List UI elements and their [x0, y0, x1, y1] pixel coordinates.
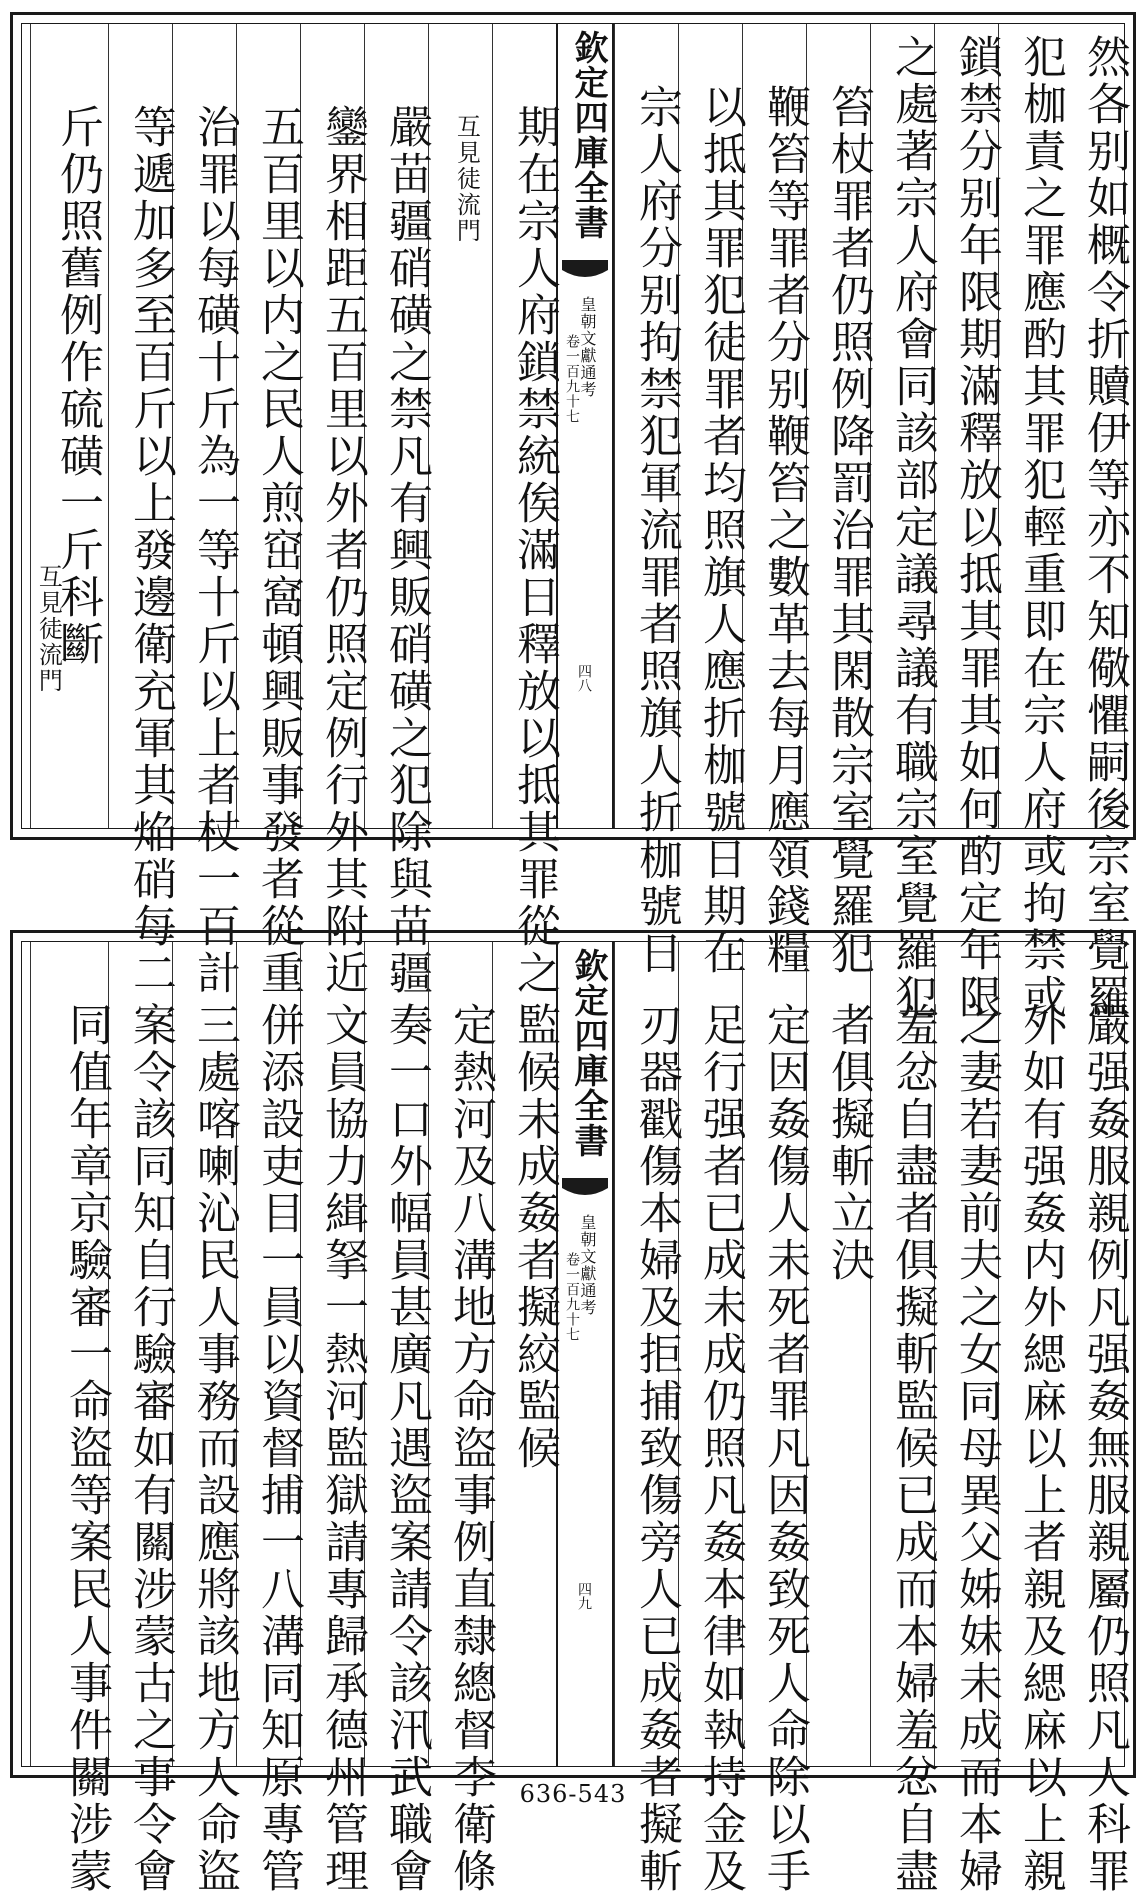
- book-collection-title: 欽定四庫全書: [568, 948, 608, 1158]
- column-text: 定因姦傷人未死者罪凡因姦致死人命除以手: [759, 1002, 810, 1895]
- column-text: 斤仍照舊例作硫磺一斤科斷: [52, 104, 103, 668]
- text-column: [236, 942, 304, 1895]
- text-column: [742, 24, 810, 977]
- page-number: 636-543: [519, 1780, 627, 1808]
- center-gutter: [556, 942, 614, 1766]
- text-column: [614, 942, 682, 1895]
- column-text: 治罪以每磺十斤為一等十斤以上者杖一百計: [189, 104, 240, 997]
- text-column: [934, 24, 1002, 1021]
- column-text: 鑾界相距五百里以外者仍照定例行外其附近: [317, 104, 368, 997]
- column-text: 犯枷責之罪應酌其罪犯輕重即在宗人府或拘禁或: [1015, 34, 1066, 1021]
- book-title: 皇朝文獻通考: [578, 296, 597, 398]
- text-column: [364, 24, 432, 997]
- fishtail-mark-icon: [562, 1178, 608, 1202]
- top-page: [10, 12, 1136, 1021]
- text-column: [806, 942, 874, 1766]
- text-column: [108, 942, 176, 1895]
- column-text: 監候未成姦者擬絞監候: [509, 1002, 560, 1472]
- column-text: 定熱河及八溝地方命盜事例直隸總督李衛條: [445, 1002, 496, 1895]
- text-column: [300, 24, 368, 997]
- column-text: 同值年章京驗審一命盜等案民人事件關涉蒙: [61, 1002, 112, 1895]
- text-column: [492, 24, 560, 997]
- folio-number: 四八: [576, 664, 592, 692]
- top-page-frame: [21, 23, 1130, 1021]
- column-text: 外如有强姦内外緦麻以上者親及緦麻以上親: [1015, 1002, 1066, 1895]
- column-text: 嚴苗疆硝磺之禁凡有興販硝磺之犯除與苗疆: [381, 104, 432, 997]
- center-gutter: [556, 24, 614, 828]
- column-text: 等遞加多至百斤以上發邊衛充軍其焔硝每二: [125, 104, 176, 997]
- fishtail-mark-icon: [562, 260, 608, 284]
- text-column: [428, 24, 492, 828]
- column-text: 三處喀喇沁民人事務而設應將該地方人命盜: [189, 1002, 240, 1895]
- column-text: 笞杖罪者仍照例降罰治罪其閑散宗室覺羅犯: [823, 84, 874, 977]
- folio-number: 四九: [576, 1582, 592, 1610]
- text-column: [300, 942, 368, 1895]
- column-text: 以抵其罪犯徒罪者均照旗人應折枷號日期在: [695, 84, 746, 977]
- column-text: 奏一口外幅員甚廣凡遇盜案請令該汛武職會: [381, 1002, 432, 1895]
- column-text: 案令該同知自行驗審如有關涉蒙古之事令會: [125, 1002, 176, 1895]
- text-column: [364, 942, 432, 1895]
- column-text: 羞忿自盡者俱擬斬監候已成而本婦羞忿自盡: [887, 1002, 938, 1895]
- column-text: 宗人府分别拘禁犯軍流罪者照旗人折枷號日: [631, 84, 682, 977]
- volume-label: 卷一百九十七: [564, 334, 580, 424]
- text-column: [806, 24, 874, 977]
- text-column: [870, 24, 938, 1021]
- column-text: 足行强者已成未成仍照凡姦本律如執持金及: [695, 1002, 746, 1895]
- cross-reference-note: 互見徒流門: [452, 114, 481, 244]
- text-column: [236, 24, 304, 997]
- book-collection-title: 欽定四庫全書: [568, 30, 608, 240]
- book-title: 皇朝文獻通考: [578, 1214, 597, 1316]
- column-text: 期在宗人府鎖禁統俟滿日釋放以抵其罪從之: [509, 104, 560, 997]
- column-text: 之處著宗人府會同該部定議尋議有職宗室覺羅犯: [887, 34, 938, 1021]
- text-column: [1062, 24, 1130, 1021]
- text-column: [30, 942, 112, 1895]
- column-text: 刃器戳傷本婦及拒捕致傷旁人已成姦者擬斬: [631, 1002, 682, 1895]
- text-column: [1062, 942, 1130, 1895]
- column-text: 五百里以内之民人煎窋窩頓興販事發者從重: [253, 104, 304, 997]
- text-column: [614, 24, 682, 977]
- text-column: [30, 24, 108, 828]
- column-text: 鎖禁分别年限期滿釋放以抵其罪其如何酌定年限: [951, 34, 1002, 1021]
- column-text: 然各别如概令折贖伊等亦不知儆懼嗣後宗室覺羅: [1079, 34, 1130, 1021]
- column-text: 嚴强姦服親例凡强姦無服親屬仍照凡人科罪: [1079, 1002, 1130, 1895]
- text-column: [172, 942, 240, 1895]
- text-column: [108, 24, 176, 997]
- text-column: [678, 24, 746, 977]
- text-column: [492, 942, 560, 1766]
- text-column: [998, 942, 1066, 1895]
- cross-reference-note: 互見徒流門: [34, 564, 63, 694]
- column-text: 之妻若妻前夫之女同母異父姊妹未成而本婦: [951, 1002, 1002, 1895]
- column-text: 併添設吏目一員以資督捕一八溝同知原專管: [253, 1002, 304, 1895]
- text-column: [870, 942, 938, 1895]
- text-column: [998, 24, 1066, 1021]
- text-column: [678, 942, 746, 1895]
- text-column: [934, 942, 1002, 1895]
- volume-label: 卷一百九十七: [564, 1252, 580, 1342]
- text-column: [742, 942, 810, 1895]
- text-column: [428, 942, 496, 1895]
- column-text: 者俱擬斬立決: [823, 1002, 874, 1284]
- text-column: [172, 24, 240, 997]
- column-text: 鞭笞等罪者分别鞭笞之數革去每月應領錢糧: [759, 84, 810, 977]
- column-text: 文員協力緝拏一熱河監獄請專歸承德州管理: [317, 1002, 368, 1895]
